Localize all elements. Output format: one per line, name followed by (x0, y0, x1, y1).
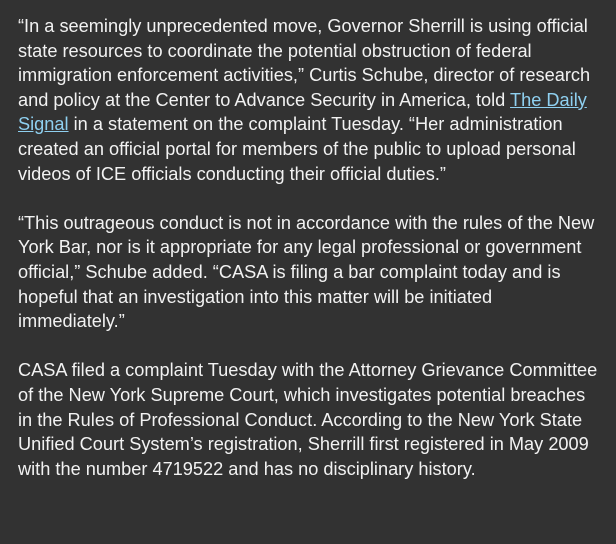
paragraph-1-text-before-link: “In a seemingly unprecedented move, Governor Sherrill is using official state resources to coordinate the potential obstruction of federal immigration enforcement activities,” Curtis Schube, director of research and policy at the Center to Advance Security in America, told (18, 16, 591, 110)
daily-signal-link[interactable]: The Daily Signal (18, 89, 587, 135)
paragraph-3: CASA filed a complaint Tuesday with the Attorney Grievance Committee of the New York Supreme Court, which investigates potential breaches in the Rules of Professional Conduct. According to the New York State Unified Court System’s registration, Sherrill first registered in May 2009 with the number 4719522 and has no disciplinary history. (18, 360, 598, 479)
paragraph-1-text-after-link: in a statement on the complaint Tuesday. “Her administration created an official portal for members of the public to upload personal videos of ICE officials conducting their official duties.” (18, 114, 576, 184)
paragraph-2: “This outrageous conduct is not in accordance with the rules of the New York Bar, nor is it appropriate for any legal professional or government official,” Schube added. “CASA is filing a bar complaint today and is hopeful that an investigation into this matter will be initiated immediately.” (18, 212, 595, 332)
paragraph-1 (18, 14, 602, 186)
